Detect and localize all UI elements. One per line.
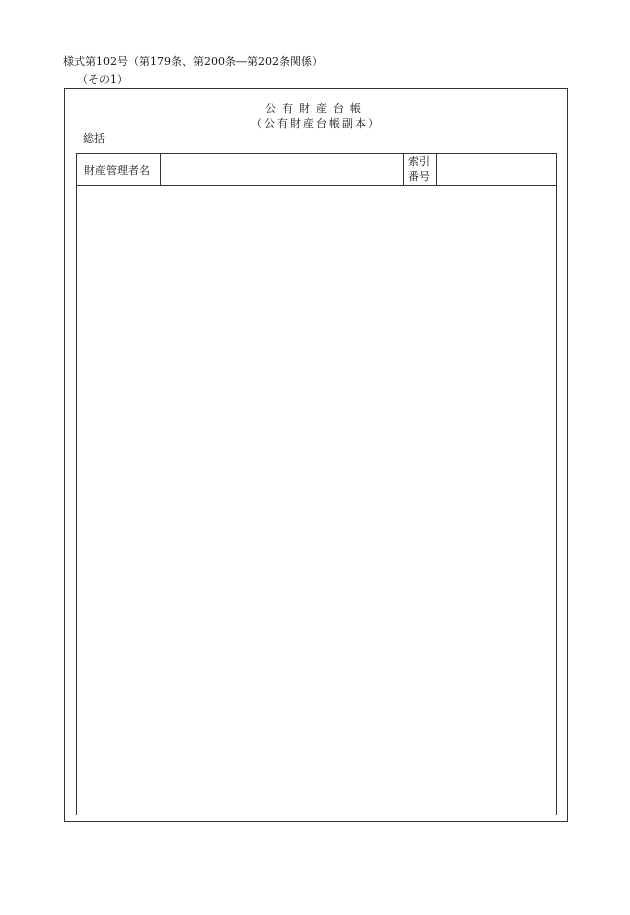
table-right-border bbox=[556, 153, 557, 815]
index-label-2: 番号 bbox=[408, 170, 430, 183]
form-title: 公有財産台帳 bbox=[265, 102, 367, 115]
index-label-1: 索引 bbox=[408, 155, 430, 168]
grid-line bbox=[403, 153, 404, 186]
manager-label: 財産管理者名 bbox=[84, 164, 150, 177]
form-subtitle: （公有財産台帳副本） bbox=[251, 117, 381, 130]
form-part: （その1） bbox=[77, 73, 128, 86]
table-left-border bbox=[76, 153, 77, 815]
form-number: 様式第102号（第179条、第200条―第202条関係） bbox=[63, 55, 323, 68]
grid-line bbox=[436, 153, 437, 186]
table-top-border bbox=[76, 153, 557, 154]
grid-line bbox=[76, 185, 557, 186]
form-frame bbox=[64, 88, 568, 822]
summary-label: 総括 bbox=[83, 132, 105, 145]
grid-line bbox=[160, 153, 161, 186]
